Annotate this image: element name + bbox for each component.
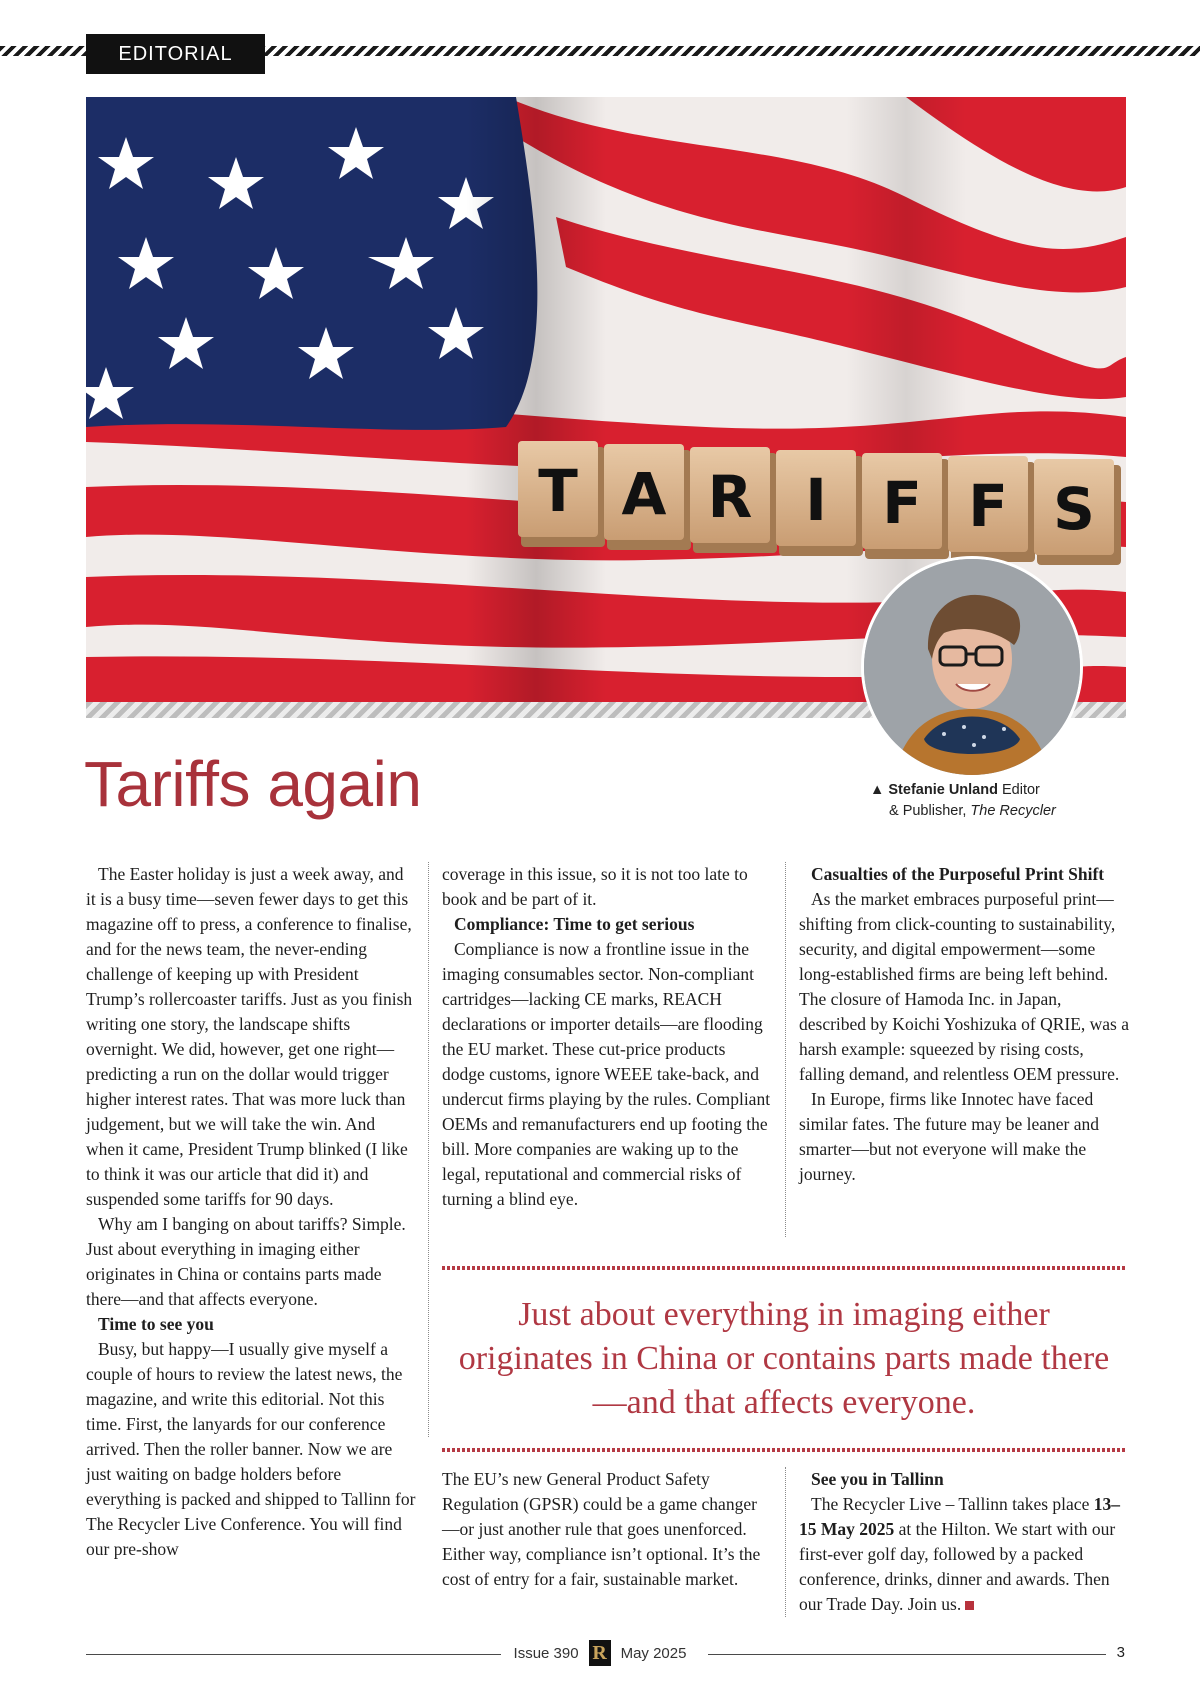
column-divider [785, 1467, 786, 1617]
article-headline: Tariffs again [84, 748, 422, 820]
paragraph [799, 1492, 1129, 1617]
paragraph: Busy, but happy—I usually give myself a couple of hours to review the latest news, the magazine, and write this editorial. Not this time. First, the lanyards for our conference arrived. Then the roller banner. Now we are just waiting on badge holders before everything is packed and shipped to Tallinn for The Recycler Live Conference. You will find our pre-show [86, 1339, 416, 1559]
paragraph: Compliance is now a frontline issue in the imaging consumables sector. Non-compliant cartridges—lacking CE marks, REACH declarations or importer details—are flooding the EU market. These cut-price products dodge customs, ignore WEEE take-back, and undercut firms playing by the rules. Compliant OEMs and remanufacturers end up footing the bill. More companies are waking up to the legal, reputational and commercial risks of turning a blind eye. [442, 939, 771, 1209]
letter-tile [690, 447, 777, 553]
caption-triangle-icon: ▲ [870, 782, 885, 798]
tile-letter: A [621, 460, 667, 528]
pullquote-top-rule [442, 1266, 1126, 1270]
article-column-5 [799, 1467, 1129, 1617]
issue-number: Issue 390 [513, 1644, 579, 1662]
paragraph: In Europe, firms like Innotec have faced similar fates. The future may be leaner and smarter—but not everyone will make the journey. [799, 1089, 1099, 1184]
subheading-see-you-in-tallinn: See you in Tallinn [811, 1469, 944, 1489]
tile-letter: T [538, 457, 578, 525]
end-of-article-square-icon [965, 1601, 974, 1610]
paragraph-text: at the Hilton. We start with our first-ever golf day, followed by a packed conference, drinks, dinner and awards. Then our Trade Day. Join us. [799, 1519, 1116, 1614]
article-column-3 [799, 862, 1129, 1187]
caption-name: Stefanie Unland [888, 782, 998, 798]
letter-tile [862, 453, 949, 559]
paragraph: The Easter holiday is just a week away, and it is a busy time—seven fewer days to get this magazine off to press, a conference to finalise, and for the news team, the never-ending challenge of keeping up with President Trump’s rollercoaster tariffs. Just as you finish writing one story, the landscape shifts overnight. We did, however, get one right—predicting a run on the dollar would trigger higher interest rates. That was more luck than judgement, but we will take the win. And when it came, President Trump blinked (I like to think it was our article that did it) and suspended some tariffs for 90 days. [86, 864, 413, 1209]
article-column-2 [442, 862, 772, 1212]
column-divider [428, 862, 429, 1437]
subheading-casualties: Casualties of the Purposeful Print Shift [811, 864, 1105, 884]
paragraph: Why am I banging on about tariffs? Simple. Just about everything in imaging either originates in China or contains parts made there—and that affects everyone. [86, 1214, 406, 1309]
tile-letter: I [805, 466, 827, 534]
author-portrait-photo [861, 556, 1083, 778]
paragraph: As the market embraces purposeful print—shifting from click-counting to sustainability, security, and digital empowerment—some long-established firms are being left behind. The closure of Hamoda Inc. in Japan, described by Koichi Yoshizuka of QRIE, was a harsh example: squeezed by rising costs, falling demand, and relentless OEM pressure. [799, 889, 1130, 1084]
recycler-logo-icon: R [589, 1640, 611, 1666]
issue-date: May 2025 [620, 1644, 687, 1662]
subheading-compliance: Compliance: Time to get serious [454, 914, 695, 934]
letter-tile [604, 444, 691, 550]
section-label: EDITORIAL [86, 34, 265, 74]
letter-tile [518, 441, 605, 547]
article-column-1 [86, 862, 416, 1562]
subheading-time-to-see-you: Time to see you [98, 1314, 214, 1334]
paragraph: coverage in this issue, so it is not too late to book and be part of it. [442, 864, 748, 909]
page-number: 3 [1116, 1644, 1125, 1661]
tile-letter: F [882, 469, 922, 537]
letter-tile [1034, 459, 1121, 565]
paragraph: The EU’s new General Product Safety Regulation (GPSR) could be a game changer—or just another rule that goes unenforced. Either way, compliance isn’t optional. It’s the cost of entry for a fair, sustainable market. [442, 1469, 761, 1589]
page-footer [0, 1640, 1200, 1666]
portrait-caption [870, 780, 1170, 822]
tile-letter: F [968, 472, 1008, 540]
tile-letter: R [707, 463, 753, 531]
caption-publication: The Recycler [970, 803, 1056, 819]
paragraph-text: The Recycler Live – Tallinn takes place [811, 1494, 1094, 1514]
caption-role-1: Editor [997, 782, 1040, 798]
pull-quote: Just about everything in imaging either originates in China or contains parts made there—and that affects everyone. [458, 1296, 1110, 1421]
column-divider [785, 862, 786, 1237]
caption-role-2: & Publisher, [889, 803, 971, 819]
letter-tile [776, 450, 863, 556]
pullquote-bottom-rule [442, 1448, 1126, 1452]
event-dates: 13–15 May 2025 [799, 1494, 1120, 1539]
article-column-4 [442, 1467, 772, 1592]
letter-tile [948, 456, 1035, 562]
tile-letter: S [1053, 475, 1095, 543]
